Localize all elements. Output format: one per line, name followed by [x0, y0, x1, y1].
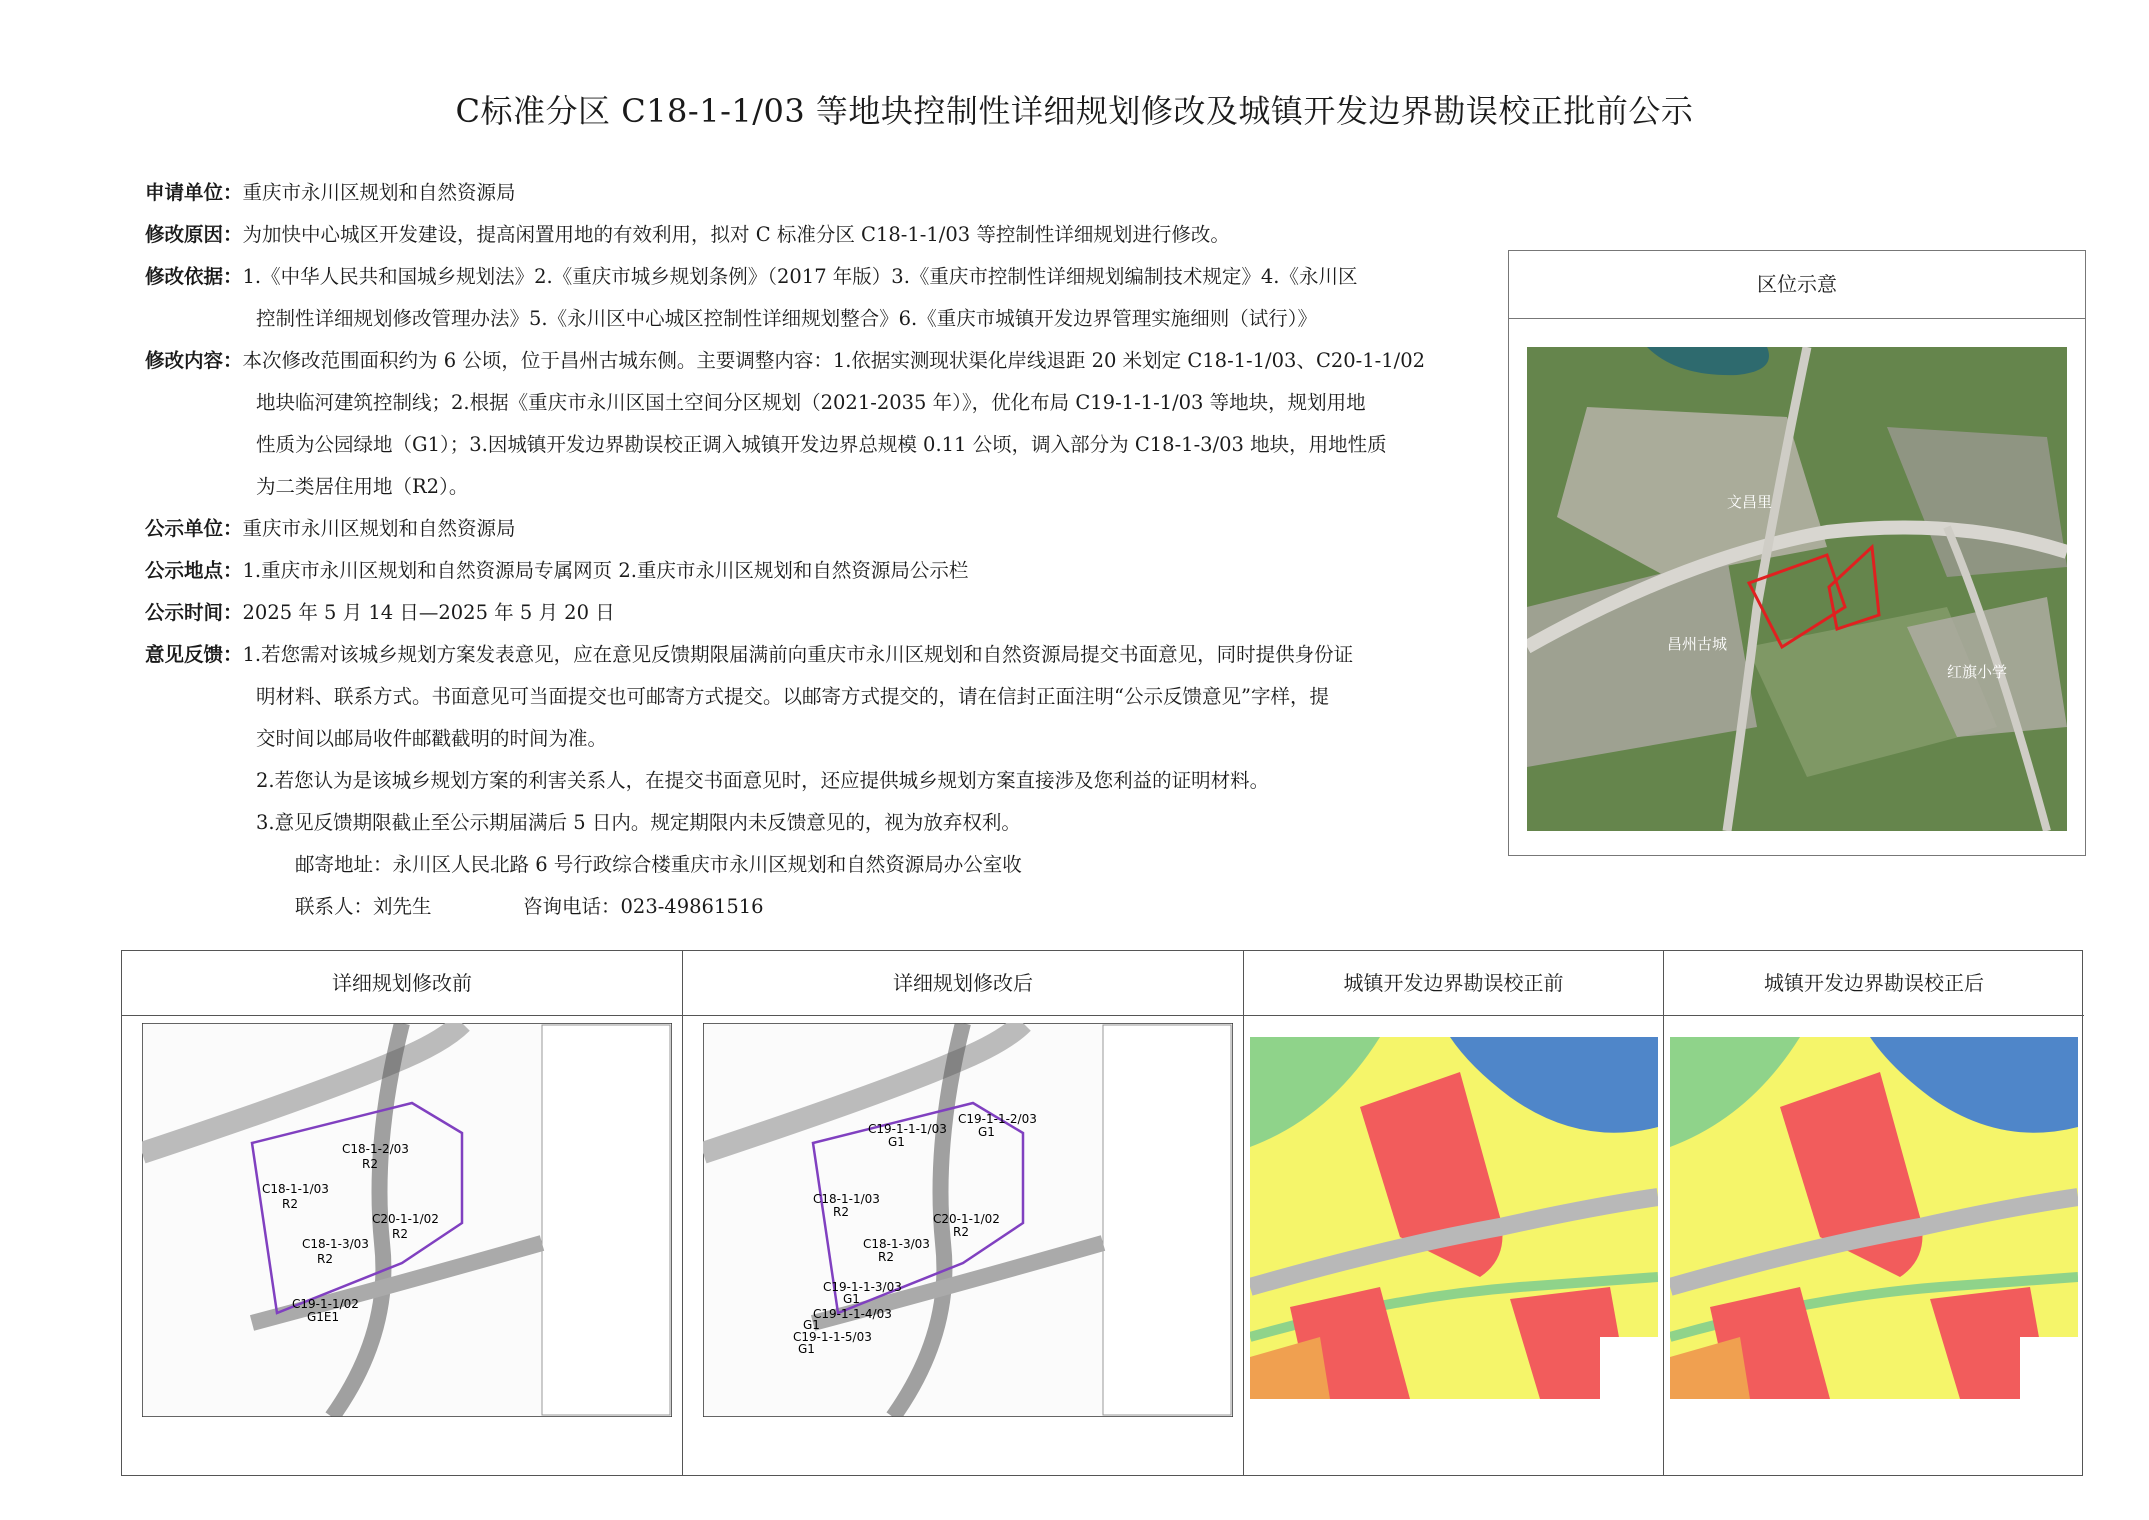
applicant-value: 重庆市永川区规划和自然资源局 [242, 181, 516, 204]
lbl-7: R2 [317, 1252, 333, 1266]
panel-boundary-before-header: 城镇开发边界勘误校正前 [1244, 951, 1663, 1016]
reason-label: 修改原因： [145, 223, 243, 246]
boundary-after-map [1670, 1037, 2078, 1399]
lbl-a1: G1 [978, 1125, 995, 1139]
lbl-a12: C19-1-1-4/03 [813, 1307, 892, 1321]
lbl-a15: G1 [798, 1342, 815, 1356]
row-reason [145, 214, 1490, 256]
row-publisher [145, 508, 1490, 550]
feedback-line4: 2.若您认为是该城乡规划方案的利害关系人，在提交书面意见时，还应提供城乡规划方案直接涉及您利益的证明材料。 [256, 769, 1270, 792]
lbl-a9: R2 [878, 1250, 894, 1264]
content-line3: 性质为公园绿地（G1）；3.因城镇开发边界勘误校正调入城镇开发边界总规模 0.11 公顷，调入部分为 C18-1-3/03 地块，用地性质 [256, 433, 1387, 456]
notice-body [145, 172, 1490, 928]
plan-before-map [142, 1023, 672, 1417]
row-applicant [145, 172, 1490, 214]
location-map-header: 区位示意 [1509, 251, 2085, 319]
lbl-0: C18-1-2/03 [342, 1142, 409, 1156]
contact-person: 联系人：刘先生 [295, 895, 432, 918]
content-line4: 为二类居住用地（R2）。 [256, 475, 469, 498]
period-label: 公示时间： [145, 601, 243, 624]
basis-label: 修改依据： [145, 265, 243, 288]
label-changzhou: 昌州古城 [1667, 635, 1728, 653]
location-map-box [1508, 250, 2086, 856]
period-value: 2025 年 5 月 14 日—2025 年 5 月 20 日 [242, 601, 615, 624]
location-label: 公示地点： [145, 559, 243, 582]
content-line2: 地块临河建筑控制线；2.根据《重庆市永川区国土空间分区规划（2021-2035 年）》，优化布局 C19-1-1-1/03 等地块，规划用地 [256, 391, 1366, 414]
panel-boundary-after-header: 城镇开发边界勘误校正后 [1664, 951, 2084, 1016]
panel-boundary-after [1664, 951, 2084, 1475]
panel-plan-before [122, 951, 683, 1475]
lbl-3: R2 [282, 1197, 298, 1211]
feedback-line1: 1.若您需对该城乡规划方案发表意见，应在意见反馈期限届满前向重庆市永川区规划和自然资源局提交书面意见，同时提供身份证 [242, 643, 1354, 666]
publisher-label: 公示单位： [145, 517, 243, 540]
mail-address: 邮寄地址：永川区人民北路 6 号行政综合楼重庆市永川区规划和自然资源局办公室收 [295, 853, 1022, 876]
panel-boundary-before [1244, 951, 1664, 1475]
lbl-a14: C19-1-1-5/03 [793, 1330, 872, 1344]
lbl-a3: G1 [888, 1135, 905, 1149]
lbl-9: G1E1 [307, 1310, 340, 1324]
lbl-a11: G1 [843, 1292, 860, 1306]
lbl-a6: C20-1-1/02 [933, 1212, 1000, 1226]
lbl-6: C18-1-3/03 [302, 1237, 369, 1251]
basis-line2: 控制性详细规划修改管理办法》5.《永川区中心城区控制性详细规划整合》6.《重庆市城镇开发边界管理实施细则（试行）》 [256, 307, 1317, 330]
basis-line1: 1.《中华人民共和国城乡规划法》2.《重庆市城乡规划条例》（2017 年版）3.《重庆市控制性详细规划编制技术规定》4.《永川区 [242, 265, 1358, 288]
lbl-1: R2 [362, 1157, 378, 1171]
content-label: 修改内容： [145, 349, 243, 372]
satellite-map [1527, 347, 2067, 831]
row-location [145, 550, 1490, 592]
panel-plan-after-header: 详细规划修改后 [683, 951, 1243, 1016]
lbl-a5: R2 [833, 1205, 849, 1219]
content-line1: 本次修改范围面积约为 6 公顷，位于昌州古城东侧。主要调整内容：1.依据实测现状渠化岸线退距 20 米划定 C18-1-1/03、C20-1-1/02 [242, 349, 1426, 372]
location-value: 1.重庆市永川区规划和自然资源局专属网页 2.重庆市永川区规划和自然资源局公示栏 [242, 559, 969, 582]
row-content [145, 340, 1490, 382]
publisher-value: 重庆市永川区规划和自然资源局 [242, 517, 516, 540]
lbl-5: R2 [392, 1227, 408, 1241]
lbl-a13: G1 [803, 1318, 820, 1332]
row-feedback [145, 634, 1490, 676]
lbl-a7: R2 [953, 1225, 969, 1239]
contact-phone: 咨询电话：023-49861516 [523, 895, 764, 918]
boundary-before-map [1250, 1037, 1658, 1399]
page-title: C标准分区 C18-1-1/03 等地块控制性详细规划修改及城镇开发边界勘误校正批前公示 [455, 92, 1694, 130]
lbl-2: C18-1-1/03 [262, 1182, 329, 1196]
lbl-a0: C19-1-1-2/03 [958, 1112, 1037, 1126]
feedback-label: 意见反馈： [145, 643, 243, 666]
row-period [145, 592, 1490, 634]
label-hongqi: 红旗小学 [1947, 663, 2008, 681]
feedback-line2: 明材料、联系方式。书面意见可当面提交也可邮寄方式提交。以邮寄方式提交的，请在信封正面注明“公示反馈意见”字样，提 [256, 685, 1329, 708]
plan-after-map [703, 1023, 1233, 1417]
contact-row [145, 886, 1490, 928]
lbl-a4: C18-1-1/03 [813, 1192, 880, 1206]
comparison-grid [121, 950, 2083, 1476]
panel-plan-after [683, 951, 1244, 1475]
label-wenchang: 文昌里 [1727, 493, 1773, 511]
reason-value: 为加快中心城区开发建设，提高闲置用地的有效利用，拟对 C 标准分区 C18-1-1/03 等控制性详细规划进行修改。 [242, 223, 1230, 246]
feedback-line5: 3.意见反馈期限截止至公示期届满后 5 日内。规定期限内未反馈意见的，视为放弃权利。 [256, 811, 1021, 834]
panel-plan-before-header: 详细规划修改前 [122, 951, 682, 1016]
lbl-4: C20-1-1/02 [372, 1212, 439, 1226]
lbl-a8: C18-1-3/03 [863, 1237, 930, 1251]
applicant-label: 申请单位： [145, 181, 243, 204]
feedback-line3: 交时间以邮局收件邮戳截明的时间为准。 [256, 727, 608, 750]
lbl-8: C19-1-1/02 [292, 1297, 359, 1311]
lbl-a10: C19-1-1-3/03 [823, 1280, 902, 1294]
lbl-a2: C19-1-1-1/03 [868, 1122, 947, 1136]
row-basis [145, 256, 1490, 298]
